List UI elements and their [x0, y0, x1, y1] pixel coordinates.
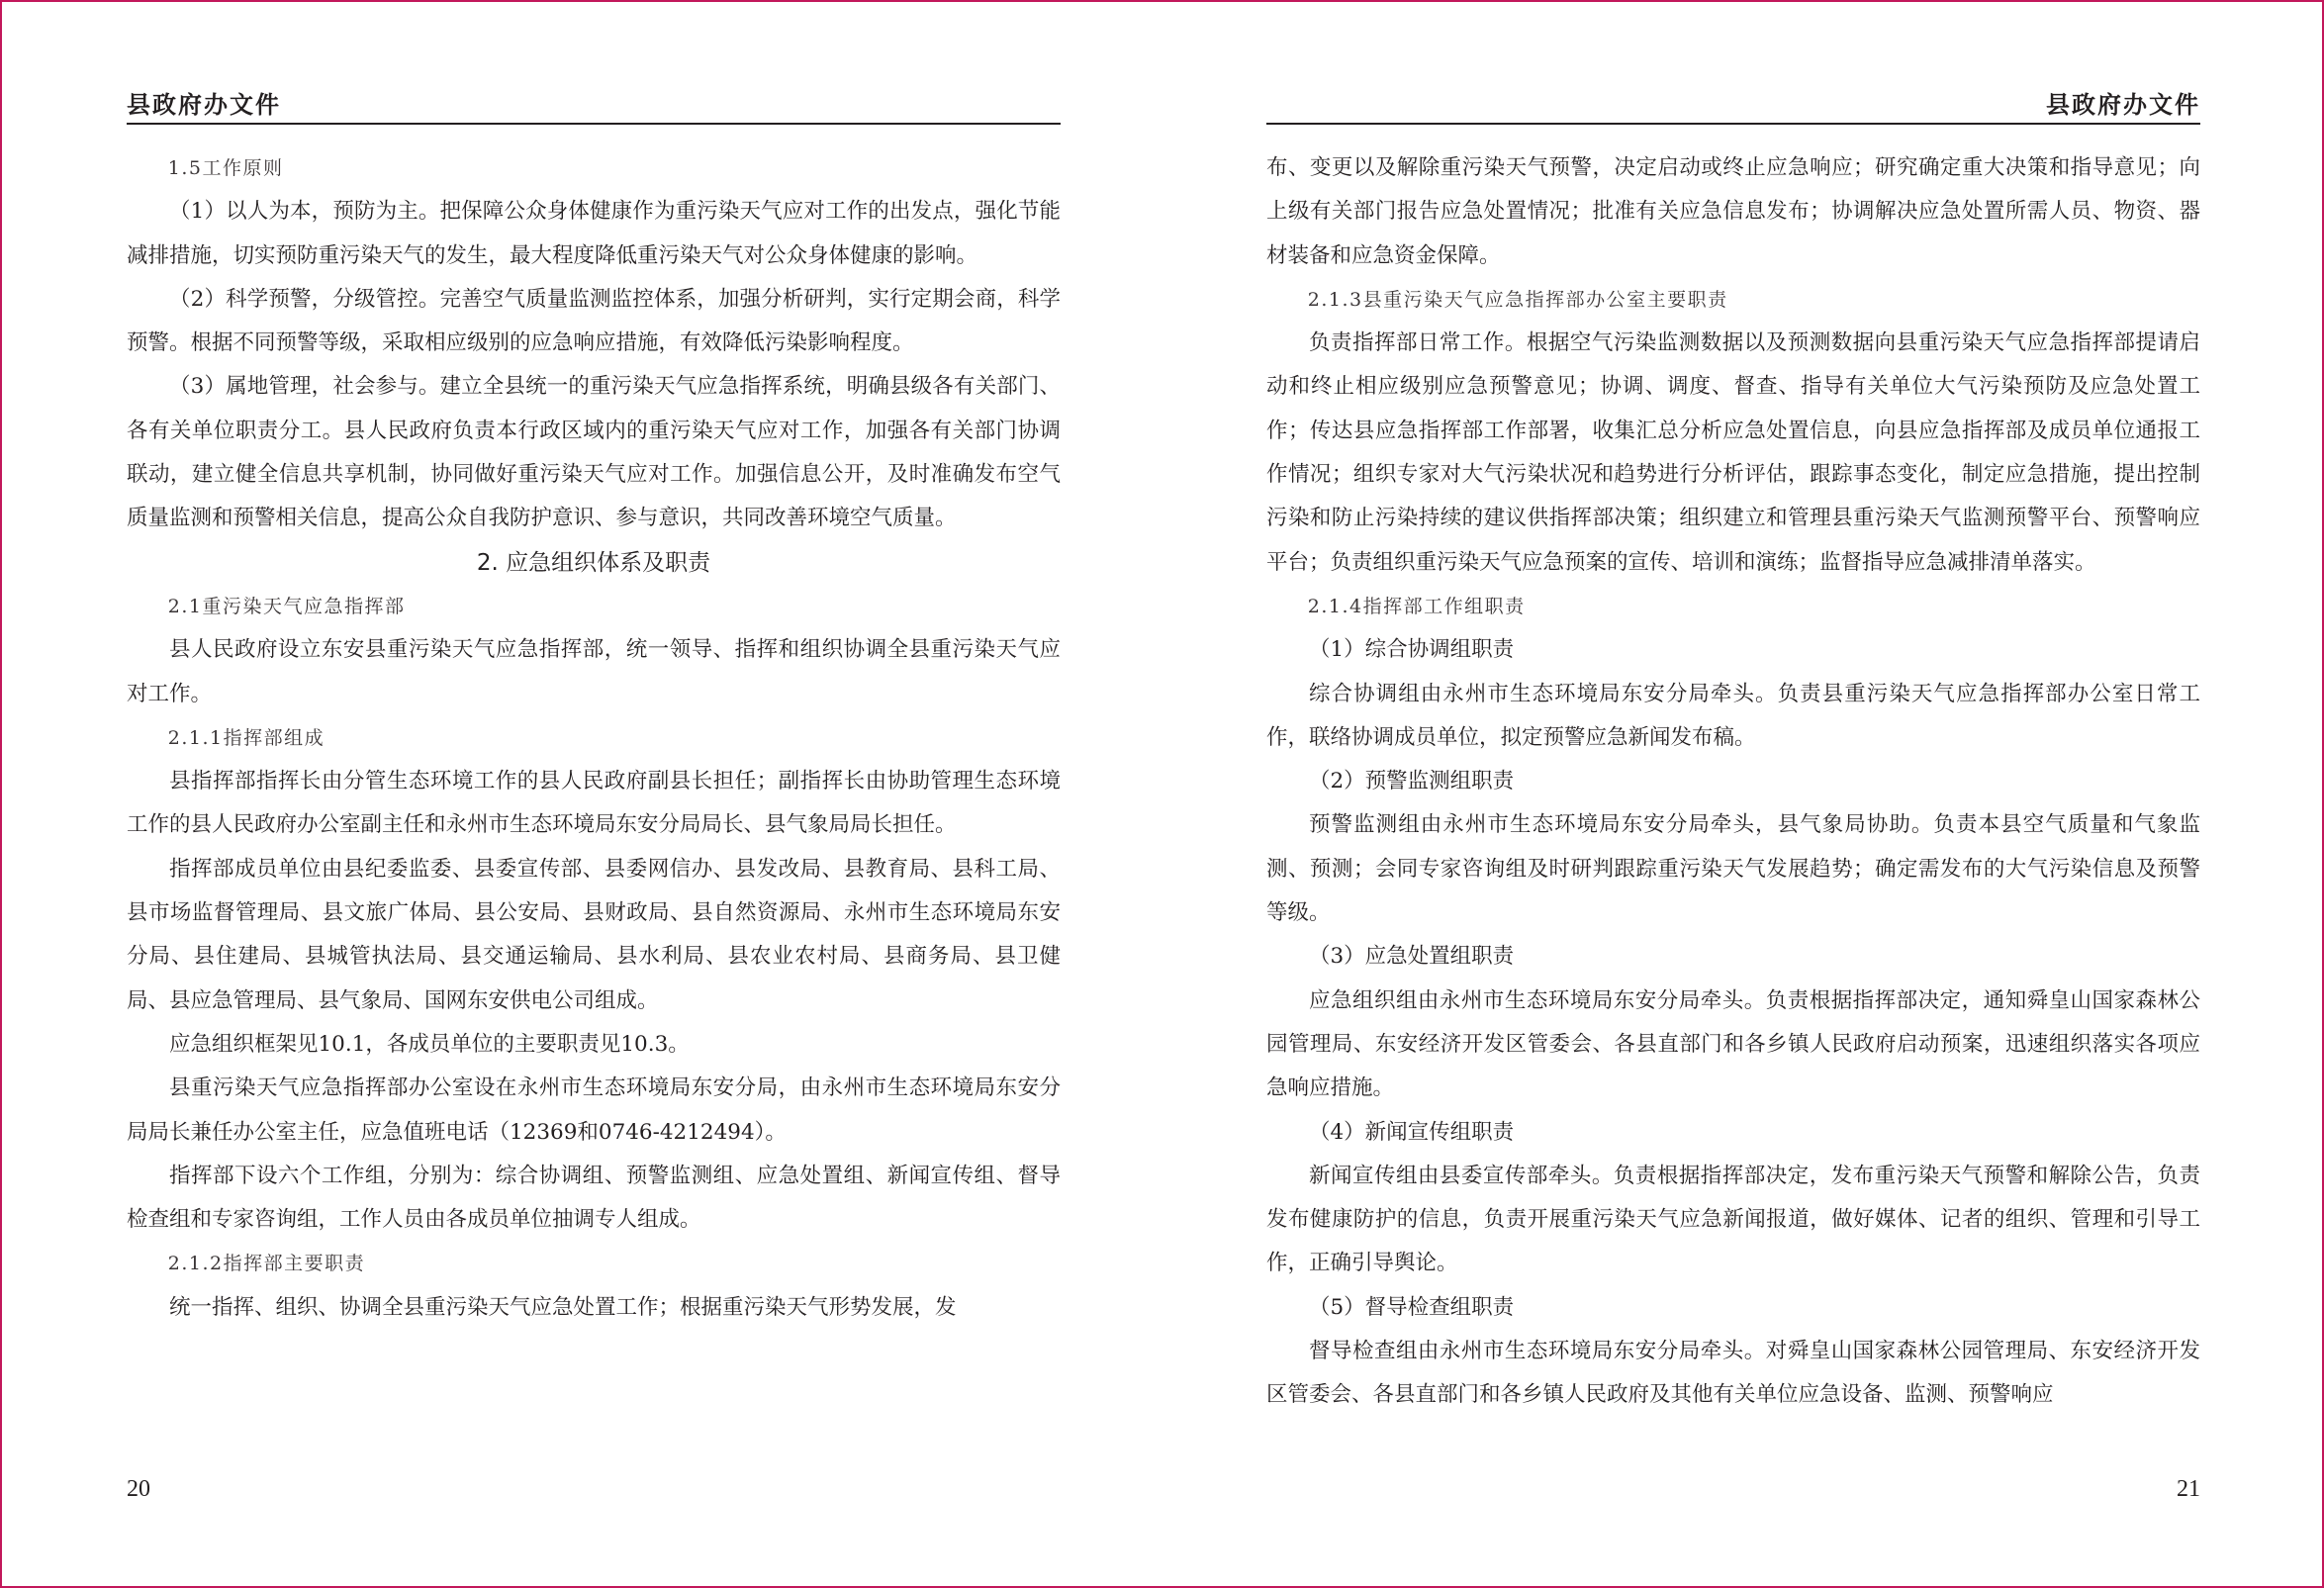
paragraph-member-units: 指挥部成员单位由县纪委监委、县委宣传部、县委网信办、县发改局、县教育局、县科工局、县市场监督管理局、县文旅广体局、县公安局、县财政局、县自然资源局、永州市生态环境局东安分局、县住建局、县城管执法局、县交通运输局、县水利局、县农业农村局、县商务局、县卫健局、县应急管理局、县气象局、国网东安供电公司组成。	[127, 856, 1061, 1013]
paragraph-principle-1: （1）以人为本，预防为主。把保障公众身体健康作为重污染天气应对工作的出发点，强化节能减排措施，切实预防重污染天气的发生，最大程度降低重污染天气对公众身体健康的影响。	[127, 199, 1061, 268]
group-heading-publicity: （4）新闻宣传组职责	[1309, 1119, 1515, 1145]
paragraph-inspection: 督导检查组由永州市生态环境局东安分局牵头。对舜皇山国家森林公园管理局、东安经济开发区管委会、各县直部门和各乡镇人民政府及其他有关单位应急设备、监测、预警响应	[1266, 1339, 2200, 1408]
group-heading-monitoring: （2）预警监测组职责	[1309, 769, 1515, 794]
group-heading-response: （3）应急处置组职责	[1309, 944, 1515, 970]
chapter-heading-2: 2. 应急组织体系及职责	[476, 549, 711, 576]
section-heading-2-1-3: 2.1.3县重污染天气应急指挥部办公室主要职责	[1307, 288, 1728, 311]
paragraph-office-duties: 负责指挥部日常工作。根据空气污染监测数据以及预测数据向县重污染天气应急指挥部提请启动和终止相应级别应急预警意见；协调、调度、督查、指导有关单位大气污染预防及应急处置工作；传达县应急指挥部工作部署，收集汇总分析应急处置信息，向县应急指挥部及成员单位通报工作情况；组织专家对大气污染状况和趋势进行分析评估，跟踪事态变化，制定应急措施，提出控制污染和防止污染持续的建议供指挥部决策；组织建立和管理县重污染天气监测预警平台、预警响应平台；负责组织重污染天气应急预案的宣传、培训和演练；监督指导应急减排清单落实。	[1266, 330, 2200, 575]
right-page-body	[1266, 146, 2200, 1418]
paragraph-framework-ref: 应急组织框架见10.1，各成员单位的主要职责见10.3。	[169, 1031, 690, 1057]
paragraph-principle-3: （3）属地管理，社会参与。建立全县统一的重污染天气应急指挥系统，明确县级各有关部门、各有关单位职责分工。县人民政府负责本行政区域内的重污染天气应对工作，加强各有关部门协调联动，建立健全信息共享机制，协同做好重污染天气应对工作。加强信息公开，及时准确发布空气质量监测和预警相关信息，提高公众自我防护意识、参与意识，共同改善环境空气质量。	[127, 374, 1061, 531]
left-page-number: 20	[127, 1476, 150, 1502]
paragraph-principle-2: （2）科学预警，分级管控。完善空气质量监测监控体系，加强分析研判，实行定期会商，科学预警。根据不同预警等级，采取相应级别的应急响应措施，有效降低污染影响程度。	[127, 286, 1061, 356]
paragraph-command-setup: 县人民政府设立东安县重污染天气应急指挥部，统一领导、指挥和组织协调全县重污染天气应对工作。	[127, 637, 1061, 706]
right-page-number: 21	[2177, 1476, 2200, 1502]
paragraph-duties-continued: 布、变更以及解除重污染天气预警，决定启动或终止应急响应；研究确定重大决策和指导意见；向上级有关部门报告应急处置情况；批准有关应急信息发布；协调解决应急处置所需人员、物资、器材装备和应急资金保障。	[1266, 155, 2200, 268]
left-running-header: 县政府办文件	[127, 87, 1061, 125]
paragraph-office: 县重污染天气应急指挥部办公室设在永州市生态环境局东安分局，由永州市生态环境局东安分局局长兼任办公室主任，应急值班电话（12369和0746-4212494）。	[127, 1075, 1061, 1145]
section-heading-2-1-2: 2.1.2指挥部主要职责	[167, 1253, 366, 1275]
paragraph-main-duties: 统一指挥、组织、协调全县重污染天气应急处置工作；根据重污染天气形势发展，发	[169, 1294, 957, 1320]
paragraph-monitoring: 预警监测组由永州市生态环境局东安分局牵头，县气象局协助。负责本县空气质量和气象监测、预测；会同专家咨询组及时研判跟踪重污染天气发展趋势；确定需发布的大气污染信息及预警等级。	[1266, 812, 2200, 926]
section-heading-2-1: 2.1重污染天气应急指挥部	[167, 595, 406, 617]
group-heading-coordination: （1）综合协调组职责	[1309, 637, 1515, 663]
section-heading-2-1-1: 2.1.1指挥部组成	[167, 726, 325, 749]
section-heading-2-1-4: 2.1.4指挥部工作组职责	[1307, 595, 1526, 617]
paragraph-coordination: 综合协调组由永州市生态环境局东安分局牵头。负责县重污染天气应急指挥部办公室日常工作，联络协调成员单位，拟定预警应急新闻发布稿。	[1266, 681, 2200, 750]
right-page	[1266, 0, 2200, 1588]
right-running-header: 县政府办文件	[1266, 87, 2200, 125]
paragraph-response: 应急组织组由永州市生态环境局东安分局牵头。负责根据指挥部决定，通知舜皇山国家森林公园管理局、东安经济开发区管委会、各县直部门和各乡镇人民政府启动预案，迅速组织落实各项应急响应措施。	[1266, 987, 2200, 1101]
paragraph-commander: 县指挥部指挥长由分管生态环境工作的县人民政府副县长担任；副指挥长由协助管理生态环境工作的县人民政府办公室副主任和永州市生态环境局东安分局局长、县气象局局长担任。	[127, 769, 1061, 838]
paragraph-publicity: 新闻宣传组由县委宣传部牵头。负责根据指挥部决定，发布重污染天气预警和解除公告，负责发布健康防护的信息，负责开展重污染天气应急新闻报道，做好媒体、记者的组织、管理和引导工作，正确引导舆论。	[1266, 1163, 2200, 1276]
section-heading-1-5: 1.5工作原则	[167, 157, 284, 179]
left-page-body	[127, 146, 1061, 1330]
paragraph-working-groups: 指挥部下设六个工作组，分别为：综合协调组、预警监测组、应急处置组、新闻宣传组、督导检查组和专家咨询组，工作人员由各成员单位抽调专人组成。	[127, 1163, 1061, 1233]
left-page	[127, 0, 1061, 1588]
group-heading-inspection: （5）督导检查组职责	[1309, 1294, 1515, 1320]
